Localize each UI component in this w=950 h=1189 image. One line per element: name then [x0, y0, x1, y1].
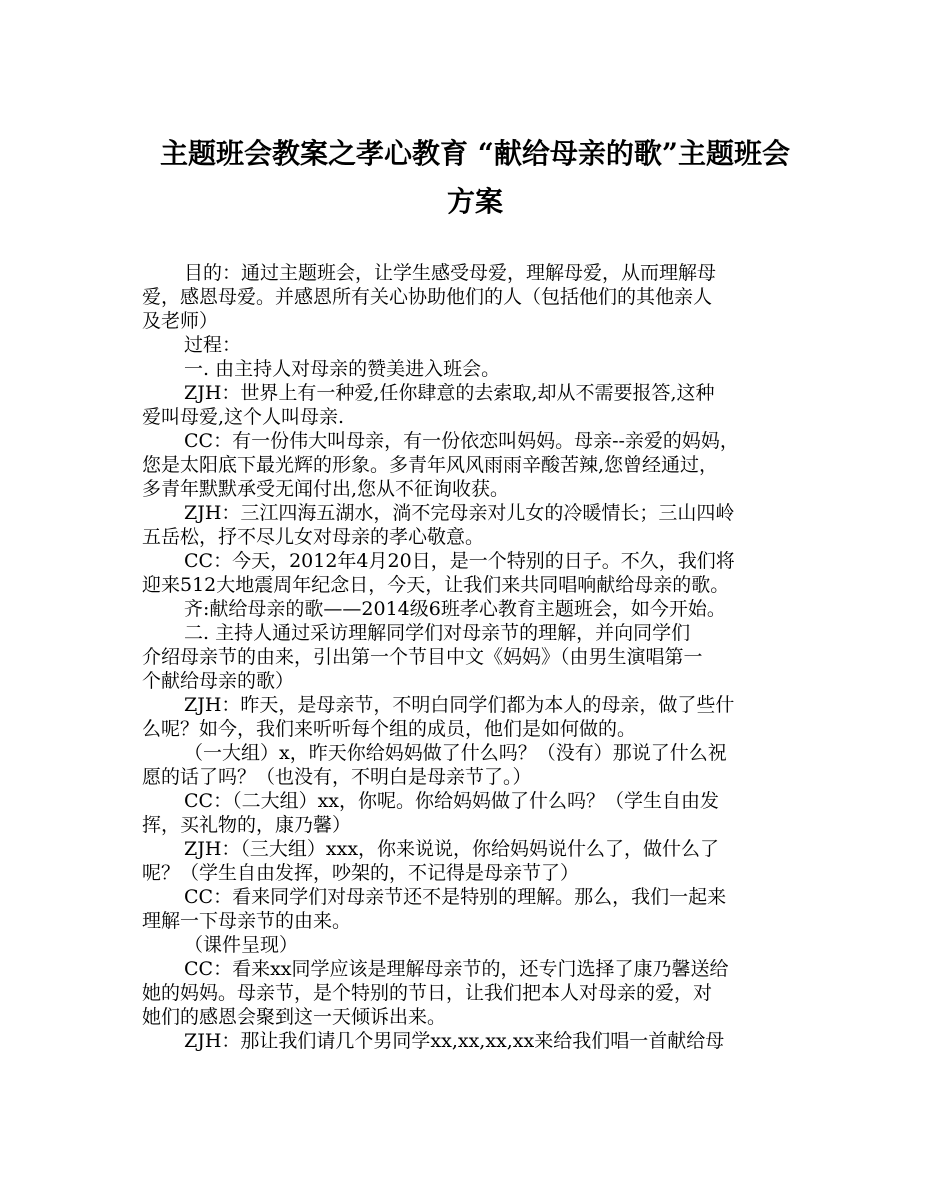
text-line: CC：看来同学们对母亲节还不是特别的理解。那么，我们一起来: [184, 886, 727, 908]
text-line: 您是太阳底下最光辉的形象。多青年风风雨雨辛酸苦辣,您曾经通过，: [142, 454, 719, 476]
text-line: 她的妈妈。母亲节，是个特别的节日，让我们把本人对母亲的爱，对: [142, 982, 713, 1004]
text-line: 五岳松，抒不尽儿女对母亲的孝心敬意。: [142, 526, 485, 548]
text-line: 目的：通过主题班会，让学生感受母爱，理解母爱，从而理解母: [184, 262, 717, 284]
text-line: CC：有一份伟大叫母亲，有一份依恋叫妈妈。母亲--亲爱的妈妈，: [184, 430, 739, 452]
text-line: 爱，感恩母爱。并感恩所有关心协助他们的人（包括他们的其他亲人: [142, 286, 713, 308]
text-line: 愿的话了吗？（也没有，不明白是母亲节了。）: [142, 766, 532, 788]
text-line: CC：今天，2012年4月20日，是一个特别的日子。不久，我们将: [184, 550, 735, 572]
text-line: 挥，买礼物的，康乃馨）: [142, 814, 352, 836]
text-line: CC：（二大组）xx，你呢。你给妈妈做了什么吗？（学生自由发: [184, 790, 720, 812]
text-line: 多青年默默承受无闻付出,您从不征询收获。: [142, 478, 510, 500]
text-line: ZJH：昨天，是母亲节，不明白同学们都为本人的母亲，做了些什: [184, 694, 735, 716]
document-title-line-2: 方案: [446, 185, 503, 218]
text-line: 齐:献给母亲的歌——2014级6班孝心教育主题班会，如今开始。: [184, 598, 726, 620]
text-line: 理解一下母亲节的由来。: [142, 910, 352, 932]
text-line: （一大组）x，昨天你给妈妈做了什么吗？（没有）那说了什么祝: [184, 742, 727, 764]
text-line: 呢？（学生自由发挥，吵架的，不记得是母亲节了）: [142, 862, 580, 884]
text-line: 么呢？如今，我们来听听每个组的成员，他们是如何做的。: [142, 718, 637, 740]
text-line: ZJH：世界上有一种爱,任你肆意的去索取,却从不需要报答,这种: [184, 382, 715, 404]
text-line: （课件呈现）: [184, 934, 299, 956]
text-line: 二. 主持人通过采访理解同学们对母亲节的理解，并向同学们: [184, 622, 691, 644]
text-line: 及老师）: [142, 310, 219, 332]
text-line: 迎来512大地震周年纪念日，今天，让我们来共同唱响献给母亲的歌。: [142, 574, 730, 596]
text-line: 她们的感恩会聚到这一天倾诉出来。: [142, 1006, 447, 1028]
text-line: ZJH：三江四海五湖水，淌不完母亲对儿女的冷暖情长；三山四岭: [184, 502, 735, 524]
text-line: ZJH：（三大组）xxx，你来说说，你给妈妈说什么了，做什么了: [184, 838, 720, 860]
text-line: 个献给母亲的歌）: [142, 670, 295, 692]
text-line: 介绍母亲节的由来，引出第一个节目中文《妈妈》（由男生演唱第一: [142, 646, 703, 668]
text-line: ZJH：那让我们请几个男同学xx,xx,xx,xx来给我们唱一首献给母: [184, 1030, 725, 1052]
document-title-line-1: 主题班会教案之孝心教育 “献给母亲的歌”主题班会: [160, 137, 790, 170]
text-line: 一. 由主持人对母亲的赞美进入班会。: [184, 358, 501, 380]
text-line: CC：看来xx同学应该是理解母亲节的，还专门选择了康乃馨送给: [184, 958, 729, 980]
text-line: 过程：: [184, 334, 242, 356]
text-line: 爱叫母爱,这个人叫母亲.: [142, 406, 345, 428]
